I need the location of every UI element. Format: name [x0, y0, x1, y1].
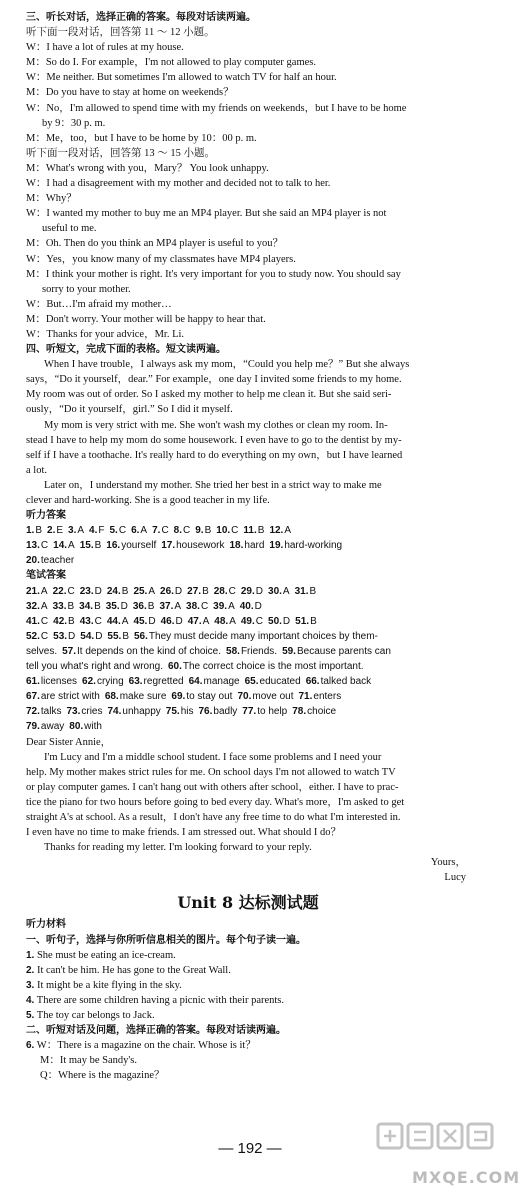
dialog-line: sorry to your mother. — [42, 283, 131, 295]
answer-number: 2. — [47, 525, 56, 537]
answer-number: 47. — [187, 615, 202, 627]
answer-number: 28. — [213, 585, 228, 597]
item-text: She must be eating an ice-cream. — [36, 949, 176, 961]
answer-value: housework — [176, 540, 225, 552]
answer-value: D — [120, 600, 128, 612]
answer-value: B — [204, 525, 212, 537]
numbered-line — [26, 948, 470, 963]
answer-number: 22. — [52, 585, 67, 597]
answer-number: 15. — [79, 540, 94, 552]
dialog-line: M：Me，too，but I have to be home by 10：00 p. m. — [26, 132, 257, 144]
answer-line — [26, 599, 470, 614]
dialog-line: M：Oh. Then do you think an MP4 player is useful to you？ — [26, 238, 284, 250]
answer-number: 51. — [295, 615, 310, 627]
answer-number: 36. — [132, 600, 147, 612]
answer-value: It depends on the kind of choice. — [77, 645, 222, 657]
passage-line: When I have trouble，I always ask my mom，“Could you help me？” But she always — [44, 359, 410, 371]
answer-value: crying — [96, 676, 124, 688]
dialog-line: W：Yes，you know many of my classmates have MP4 players. — [26, 253, 296, 265]
answer-number: 68. — [104, 691, 119, 703]
answer-value: D — [68, 630, 76, 642]
listening-material-title: 听力材料 — [26, 919, 66, 931]
answer-value: C — [40, 615, 49, 627]
dialog-line: M：So do I. For example，I'm not allowed to play computer games. — [26, 57, 317, 69]
answer-value: C — [231, 525, 239, 537]
dialog-line: by 9：30 p. m. — [42, 117, 106, 129]
unit-8-title: Unit 8 达标测试题 — [177, 893, 319, 913]
answer-number: 54. — [80, 630, 95, 642]
answer-value: B — [35, 525, 43, 537]
answer-value: choice — [307, 706, 337, 718]
answer-number: 58. — [226, 645, 240, 657]
answer-number: 76. — [198, 706, 213, 718]
answer-value: C — [255, 615, 264, 627]
answer-number: 20. — [26, 555, 40, 567]
answer-line — [26, 719, 470, 734]
answer-value: cries — [81, 706, 103, 718]
answer-value: C — [228, 585, 236, 597]
letter-greeting: Dear Sister Annie， — [26, 736, 112, 748]
answer-number: 9. — [195, 525, 204, 537]
answer-number: 53. — [53, 630, 68, 642]
written-answers-title: 笔试答案 — [26, 570, 66, 582]
dialog-line: W：But…I'm afraid my mother… — [26, 298, 172, 310]
answer-number: 57. — [62, 645, 77, 657]
answer-value: C — [94, 615, 102, 627]
answer-value: C — [40, 630, 49, 642]
answer-line — [26, 553, 470, 568]
dialog-line: M：I think your mother is right. It's very important for you to study now. You should say — [26, 268, 401, 280]
item-text: M：It may be Sandy's. — [40, 1055, 137, 1067]
answer-number: 41. — [26, 615, 40, 627]
answer-value: educated — [259, 676, 301, 688]
item-text: The toy car belongs to Jack. — [36, 1010, 155, 1021]
letter-closing-line: Thanks for reading my letter. I'm looking forward to your reply. — [44, 842, 312, 854]
section-3-intro-1: 听下面一段对话，回答第 11 ～ 12 小题。 — [26, 27, 215, 39]
dialog-line: M：Why？ — [26, 193, 77, 205]
answer-number: 17. — [161, 540, 176, 552]
answer-value: E — [56, 525, 64, 537]
answer-value: C — [67, 585, 75, 597]
answer-value: B — [310, 615, 317, 627]
answer-value: A — [77, 525, 85, 537]
passage — [26, 357, 470, 508]
letter-line: or play computer games. I can't hang out with others after school，either. I have to prac- — [26, 781, 399, 793]
answer-number: 63. — [128, 676, 143, 688]
answer-value: B — [94, 600, 101, 612]
letter-line: help. My mother makes strict rules for me. On school days I'm not allowed to watch TV — [26, 766, 396, 778]
answer-number: 44. — [106, 615, 121, 627]
answer-value: A — [140, 525, 148, 537]
answer-number: 30. — [268, 585, 282, 597]
answer-value: away — [40, 721, 65, 733]
letter-signoff: Yours， — [430, 857, 466, 869]
passage-line: says，“Do it yourself，dear.” For example，one day I invited some friends to my home. — [26, 374, 402, 386]
answer-value: B — [67, 600, 75, 612]
answer-number: 37. — [159, 600, 174, 612]
written-answers — [26, 584, 470, 735]
answer-number: 33. — [52, 600, 67, 612]
answer-number: 62. — [82, 676, 96, 688]
answer-value: licenses — [40, 676, 78, 688]
answer-value: to stay out — [186, 691, 233, 703]
answer-number: 32. — [26, 600, 40, 612]
answer-number: 43. — [79, 615, 94, 627]
answer-value: D — [174, 585, 183, 597]
passage-line: clever and hard-working. She is a good teacher in my life. — [26, 495, 270, 506]
answer-value: B — [202, 585, 209, 597]
answer-number: 8. — [173, 525, 183, 537]
answer-value: with — [84, 721, 102, 733]
answer-value: hard — [244, 540, 265, 552]
answer-number: 38. — [186, 600, 200, 612]
answer-number: 48. — [214, 615, 229, 627]
item-number: 5. — [26, 1010, 35, 1021]
passage-line: My mom is very strict with me. She won't wash my clothes or clean my room. In- — [44, 419, 388, 431]
answer-number: 55. — [107, 630, 122, 642]
answer-value: B — [122, 630, 129, 642]
answer-value: C — [118, 525, 127, 537]
answer-value: A — [282, 585, 290, 597]
item-number: 3. — [26, 979, 35, 991]
item-text: Q：Where is the magazine？ — [40, 1070, 165, 1082]
answer-number: 27. — [187, 585, 202, 597]
answer-number: 65. — [244, 676, 259, 688]
numbered-line — [26, 1053, 470, 1068]
answer-number: 49. — [240, 615, 255, 627]
answer-value: selves. — [26, 645, 58, 657]
answer-number: 34. — [79, 600, 94, 612]
dialog-line: W：Thanks for your advice，Mr. Li. — [26, 328, 185, 340]
answer-value: A — [68, 540, 75, 552]
passage-line: My room was out of order. So I asked my mother to help me clean it. But she said seri- — [26, 389, 392, 401]
answer-number: 45. — [133, 615, 148, 627]
item-number: 2. — [26, 964, 35, 976]
passage-line: Later on，I understand my mother. She tried her best in a strict way to make me — [44, 479, 382, 491]
dialog-line: W：No，I'm allowed to spend time with my friends on weekends，but I have to be home — [26, 102, 407, 114]
item-text: W：There is a magazine on the chair. Whose is it？ — [36, 1040, 256, 1052]
letter-name: Lucy — [444, 872, 466, 884]
answer-number: 78. — [292, 706, 307, 718]
answer-value: his — [180, 706, 194, 718]
answer-number: 14. — [53, 540, 68, 552]
listening-answers — [26, 523, 470, 568]
numbered-line — [26, 1038, 470, 1053]
answer-number: 50. — [268, 615, 282, 627]
page-number: — 192 — — [218, 1140, 282, 1157]
unit-8-part-1-title: 一、听句子，选择与你所听信息相关的图片。每个句子读一遍。 — [26, 934, 306, 946]
answer-value: to help — [257, 706, 288, 718]
answer-number: 64. — [188, 676, 203, 688]
answer-value: move out — [252, 691, 294, 703]
answer-value: badly — [213, 706, 238, 718]
dialog-line: M：Don't worry. Your mother will be happy to hear that. — [26, 313, 266, 325]
answer-number: 25. — [133, 585, 148, 597]
answer-number: 4. — [89, 525, 98, 537]
document-body — [26, 10, 470, 1083]
answer-number: 42. — [53, 615, 68, 627]
answer-number: 26. — [160, 585, 174, 597]
answer-value: B — [94, 540, 102, 552]
answer-number: 74. — [107, 706, 122, 718]
dialog-line: W：Me neither. But sometimes I'm allowed to watch TV for half an hour. — [26, 72, 337, 84]
answer-number: 7. — [152, 525, 161, 537]
letter-line: straight A's at school. As a result，I don't have any free time to do what I'm interested in. — [26, 811, 401, 823]
answer-number: 72. — [26, 706, 40, 718]
answer-line — [26, 538, 470, 553]
answer-value: B — [257, 525, 265, 537]
answer-number: 18. — [229, 540, 244, 552]
answer-line — [26, 629, 470, 644]
answer-value: C — [183, 525, 191, 537]
answer-value: talks — [40, 706, 62, 718]
answer-number: 77. — [242, 706, 257, 718]
section-3-intro-2: 听下面一段对话，回答第 13 ～ 15 小题。 — [26, 147, 215, 159]
answer-value: D — [254, 600, 262, 612]
answer-number: 31. — [294, 585, 309, 597]
item-text: It can't be him. He has gone to the Great Wall. — [36, 964, 231, 976]
answer-value: tell you what's right and wrong. — [26, 661, 163, 673]
answer-value: D — [282, 615, 291, 627]
section-4-title: 四、听短文，完成下面的表格。短文读两遍。 — [26, 344, 226, 356]
answer-number: 70. — [237, 691, 252, 703]
answer-value: A — [229, 615, 236, 627]
answer-line — [26, 674, 470, 689]
answer-number: 73. — [66, 706, 81, 718]
answer-value: C — [200, 600, 209, 612]
answer-number: 46. — [160, 615, 175, 627]
answer-value: D — [255, 585, 264, 597]
answer-number: 6. — [131, 525, 140, 537]
answer-value: yourself — [121, 540, 157, 552]
answer-number: 35. — [105, 600, 120, 612]
answer-value: B — [121, 585, 129, 597]
answer-number: 1. — [26, 525, 35, 537]
answer-number: 67. — [26, 691, 40, 703]
answer-number: 69. — [171, 691, 186, 703]
answer-number: 40. — [239, 600, 254, 612]
answer-number: 75. — [165, 706, 180, 718]
answer-value: C — [40, 540, 49, 552]
answer-number: 71. — [298, 691, 313, 703]
answer-number: 12. — [269, 525, 284, 537]
answer-value: B — [147, 600, 155, 612]
answer-number: 61. — [26, 676, 40, 688]
answer-value: unhappy — [122, 706, 161, 718]
answer-value: D — [148, 615, 156, 627]
answer-number: 80. — [69, 721, 84, 733]
item-text: It might be a kite flying in the sky. — [36, 979, 182, 991]
answer-value: are strict with — [40, 691, 100, 703]
answer-number: 5. — [109, 525, 118, 537]
answer-value: D — [175, 615, 183, 627]
answer-value: talked back — [320, 676, 372, 688]
unit-8-part-2-lines — [26, 1038, 470, 1083]
letter — [26, 735, 470, 886]
dialog-2 — [26, 161, 470, 342]
dialog-line: useful to me. — [42, 223, 97, 235]
answer-value: The correct choice is the most important. — [182, 661, 364, 673]
answer-value: A — [40, 585, 48, 597]
item-number: 1. — [26, 949, 35, 961]
numbered-line — [26, 1008, 470, 1023]
answer-line — [26, 689, 470, 704]
answer-value: A — [284, 525, 292, 537]
answer-value: regretted — [143, 676, 184, 688]
item-number: 4. — [26, 994, 35, 1006]
letter-line: tice the piano for two hours before going to bed every day. What's more，I'm asked to get — [26, 796, 405, 808]
answer-number: 52. — [26, 630, 40, 642]
unit-8-part-2-title: 二、听短对话及问题，选择正确的答案。每段对话读两遍。 — [26, 1025, 286, 1037]
answer-value: D — [94, 585, 102, 597]
section-3-title: 三、听长对话，选择正确的答案。每段对话读两遍。 — [26, 12, 256, 23]
answer-value: A — [121, 615, 129, 627]
answer-line — [26, 704, 470, 719]
answer-value: They must decide many important choices by them- — [148, 630, 378, 642]
answer-value: teacher — [40, 555, 75, 567]
answer-value: F — [98, 525, 105, 537]
dialog-line: W：I had a disagreement with my mother and decided not to talk to her. — [26, 178, 331, 190]
dialog-line: W：I wanted my mother to buy me an MP4 player. But she said an MP4 player is not — [26, 208, 387, 220]
answer-number: 66. — [305, 676, 320, 688]
numbered-line — [26, 978, 470, 993]
letter-line: I even have no time to make friends. I am stressed out. What should I do？ — [26, 827, 342, 839]
answer-value: Friends. — [240, 645, 278, 657]
answer-value: A — [202, 615, 210, 627]
answer-line — [26, 659, 470, 674]
answer-value: manage — [203, 676, 240, 688]
numbered-line — [26, 1068, 470, 1083]
answer-value: A — [148, 585, 156, 597]
item-text: There are some children having a picnic with their parents. — [36, 994, 285, 1006]
answer-number: 11. — [243, 525, 257, 537]
item-number: 6. — [26, 1040, 35, 1052]
answer-number: 10. — [216, 525, 231, 537]
answer-number: 79. — [26, 721, 40, 733]
answer-number: 16. — [106, 540, 121, 552]
answer-line — [26, 523, 470, 538]
answer-value: A — [174, 600, 182, 612]
answer-number: 21. — [26, 585, 40, 597]
answer-value: D — [95, 630, 103, 642]
answer-line — [26, 584, 470, 599]
dialog-line: W：I have a lot of rules at my house. — [26, 42, 184, 54]
letter-line: I'm Lucy and I'm a middle school student. I face some problems and I need your — [44, 751, 382, 763]
answer-number: 13. — [26, 540, 40, 552]
answer-value: make sure — [119, 691, 167, 703]
answer-number: 39. — [213, 600, 228, 612]
answer-number: 19. — [269, 540, 284, 552]
answer-number: 29. — [240, 585, 255, 597]
answer-value: B — [68, 615, 75, 627]
passage-line: stead I have to help my mom do some housework. I even have to go to the dentist by my- — [26, 434, 402, 446]
answer-value: C — [161, 525, 169, 537]
answer-value: A — [40, 600, 48, 612]
answer-number: 60. — [167, 661, 182, 673]
answer-line — [26, 614, 470, 629]
answer-value: Because parents can — [296, 645, 391, 657]
passage-line: ously，“Do it yourself，girl.” So I did it myself. — [26, 404, 233, 416]
passage-line: self if I have a toothache. It's really hard to do everything on my own，but I have learned — [26, 449, 403, 461]
answer-number: 24. — [106, 585, 121, 597]
answer-number: 3. — [68, 525, 77, 537]
dialog-line: M：Do you have to stay at home on weekends？ — [26, 87, 234, 99]
watermark-text: MXQE.COM — [412, 1168, 520, 1187]
listening-answers-title: 听力答案 — [26, 510, 66, 522]
answer-line — [26, 644, 470, 659]
answer-value: enters — [313, 691, 342, 703]
answer-value: hard-working — [284, 540, 343, 552]
dialog-1 — [26, 40, 470, 146]
numbered-line — [26, 963, 470, 978]
answer-number: 59. — [282, 645, 296, 657]
answer-number: 23. — [79, 585, 94, 597]
answer-number: 56. — [134, 630, 148, 642]
dialog-line: M：What's wrong with you，Mary？ You look unhappy. — [26, 162, 269, 174]
numbered-line — [26, 993, 470, 1008]
passage-line: a lot. — [26, 464, 47, 476]
answer-value: B — [309, 585, 317, 597]
unit-8-part-1-items — [26, 948, 470, 1023]
answer-value: A — [228, 600, 235, 612]
